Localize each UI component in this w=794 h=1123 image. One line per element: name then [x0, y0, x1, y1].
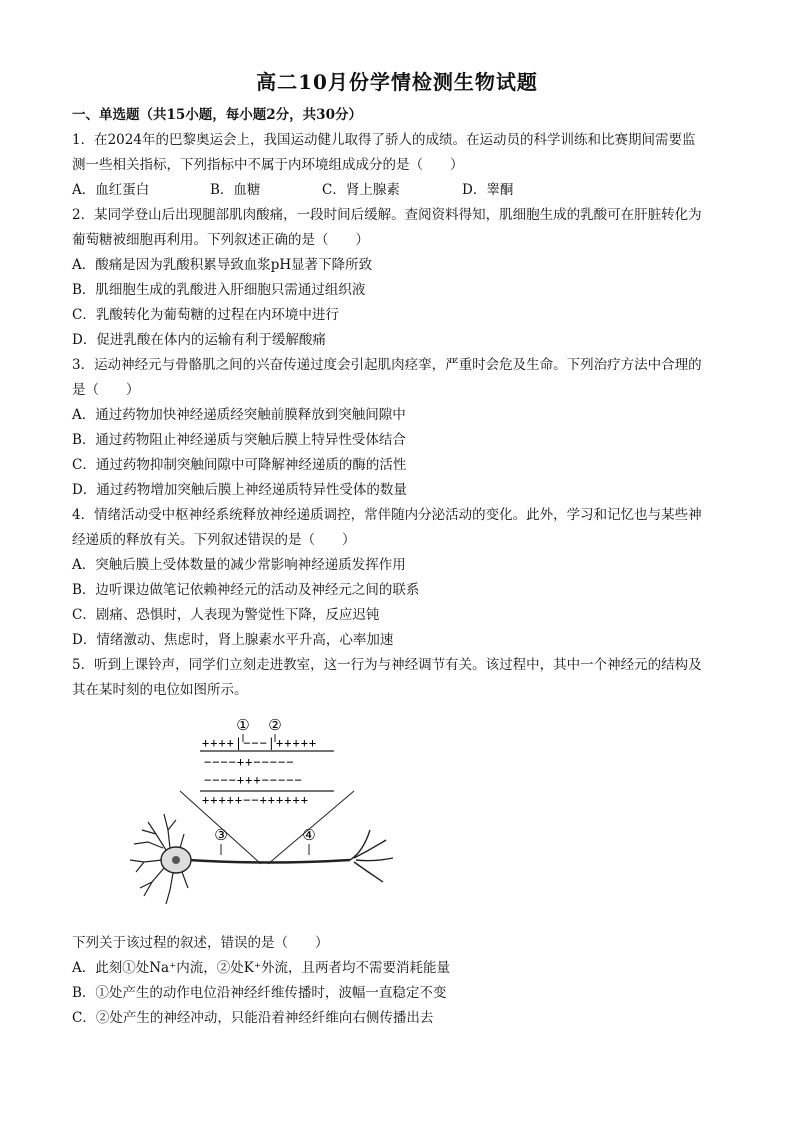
label-3: ③: [214, 826, 228, 844]
q1-option-d[interactable]: D．睾酮: [462, 182, 514, 198]
q1-option-a[interactable]: A．血红蛋白: [72, 182, 150, 198]
q2-option-d[interactable]: D．促进乳酸在体内的运输有利于缓解酸痛: [72, 332, 326, 348]
q4-stem-line1: 4．情绪活动受中枢神经系统释放神经递质调控，常伴随内分泌活动的变化。此外，学习和记忆也与某些神: [72, 507, 702, 523]
q2-stem-line2: 葡萄糖被细胞再利用。下列叙述正确的是（ ）: [72, 232, 369, 248]
q3-stem-line2: 是（ ）: [72, 382, 140, 398]
potential-row-inner-top: −−−−++−−−−−: [204, 755, 295, 769]
q2-option-b[interactable]: B．肌细胞生成的乳酸进入肝细胞只需通过组织液: [72, 282, 366, 298]
q3-option-c[interactable]: C．通过药物抑制突触间隙中可降解神经递质的酶的活性: [72, 457, 407, 473]
q5-option-a[interactable]: A．此刻①处Na⁺内流，②处K⁺外流，且两者均不需要消耗能量: [72, 960, 450, 976]
q5-stem-line1: 5．听到上课铃声，同学们立刻走进教室，这一行为与神经调节有关。该过程中，其中一个神经元的结构及: [72, 657, 702, 673]
q1-option-b[interactable]: B．血糖: [210, 182, 261, 198]
potential-row-outer-bottom: +++++−−++++++: [202, 793, 309, 807]
q4-option-b[interactable]: B．边听课边做笔记依赖神经元的活动及神经元之间的联系: [72, 582, 420, 598]
q2-option-a[interactable]: A．酸痛是因为乳酸积累导致血浆pH显著下降所致: [72, 257, 373, 273]
q5-prompt: 下列关于该过程的叙述，错误的是（ ）: [72, 935, 329, 951]
section-heading: 一、单选题（共15小题，每小题2分，共30分）: [72, 107, 362, 123]
q5-stem-line2: 其在某时刻的电位如图所示。: [72, 682, 248, 698]
label-4: ④: [302, 826, 316, 844]
label-1: ①: [236, 716, 250, 734]
potential-row-outer: ++++|−−−|+++++: [202, 736, 318, 750]
q3-option-a[interactable]: A．通过药物加快神经递质经突触前膜释放到突触间隙中: [72, 407, 406, 423]
q4-option-a[interactable]: A．突触后膜上受体数量的减少常影响神经递质发挥作用: [72, 557, 406, 573]
q1-option-c[interactable]: C．肾上腺素: [322, 182, 400, 198]
potential-row-inner-bottom: −−−−+++−−−−−: [204, 773, 303, 787]
q2-stem-line1: 2．某同学登山后出现腿部肌肉酸痛，一段时间后缓解。查阅资料得知，肌细胞生成的乳酸可在肝脏转化为: [72, 207, 702, 223]
q4-option-c[interactable]: C．剧痛、恐惧时，人表现为警觉性下降，反应迟钝: [72, 607, 380, 623]
q1-options: [72, 181, 732, 199]
axon-terminal: [350, 830, 393, 882]
q2-option-c[interactable]: C．乳酸转化为葡萄糖的过程在内环境中进行: [72, 307, 339, 323]
q4-stem-line2: 经递质的释放有关。下列叙述错误的是（ ）: [72, 532, 356, 548]
q5-option-b[interactable]: B．①处产生的动作电位沿神经纤维传播时，波幅一直稳定不变: [72, 985, 447, 1001]
page-title: 高二10月份学情检测生物试题: [256, 70, 538, 94]
q4-option-d[interactable]: D．情绪激动、焦虑时，肾上腺素水平升高，心率加速: [72, 632, 394, 648]
neuron-figure: [118, 712, 418, 912]
nucleus: [172, 856, 180, 864]
label-2: ②: [268, 716, 282, 734]
q3-stem-line1: 3．运动神经元与骨骼肌之间的兴奋传递过度会引起肌肉痉挛，严重时会危及生命。下列治疗方法中合理的: [72, 357, 702, 373]
q3-option-d[interactable]: D．通过药物增加突触后膜上神经递质特异性受体的数量: [72, 482, 407, 498]
q1-stem-line2: 测一些相关指标，下列指标中不属于内环境组成成分的是（ ）: [72, 157, 464, 173]
q1-stem-line1: 1．在2024年的巴黎奥运会上，我国运动健儿取得了骄人的成绩。在运动员的科学训练和比赛期间需要监: [72, 132, 696, 148]
axon: [188, 860, 350, 863]
q5-option-c[interactable]: C．②处产生的神经冲动，只能沿着神经纤维向右侧传播出去: [72, 1010, 434, 1026]
q3-option-b[interactable]: B．通过药物阻止神经递质与突触后膜上特异性受体结合: [72, 432, 406, 448]
